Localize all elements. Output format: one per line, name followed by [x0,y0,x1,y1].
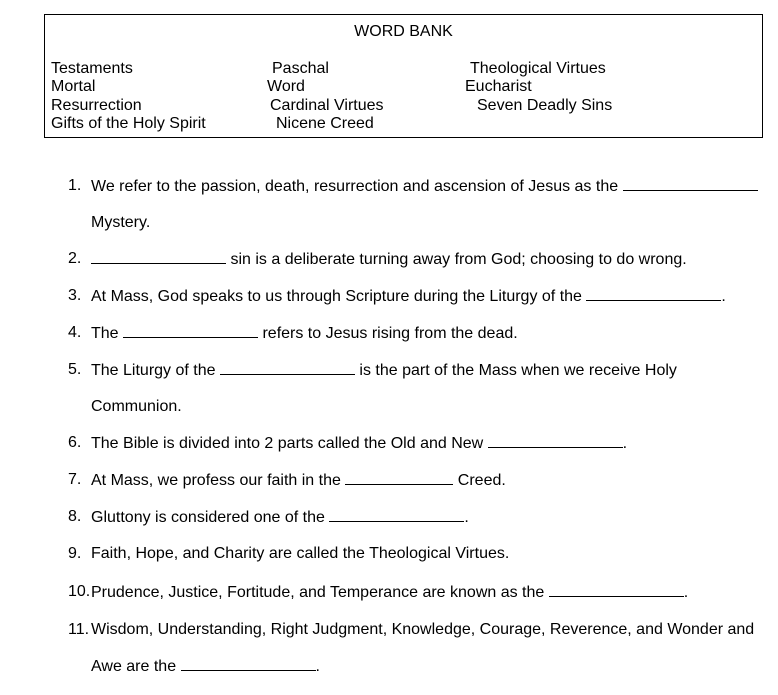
question-text: Wisdom, Understanding, Right Judgment, Knowledge, Courage, Reverence, and Wonder and [91,621,755,638]
question-text: We refer to the passion, death, resurrection and ascension of Jesus as the [91,175,758,198]
question-text: Prudence, Justice, Fortitude, and Temperance are known as the . [91,581,688,604]
question-text: At Mass, God speaks to us through Scripture during the Liturgy of the . [91,285,726,308]
question-number: 2. [68,250,82,267]
answer-blank[interactable] [220,359,355,375]
word-bank-item: Testaments [51,60,133,77]
answer-blank[interactable] [91,248,226,264]
answer-blank[interactable] [181,655,316,671]
word-bank-item: Theological Virtues [470,60,606,77]
answer-blank[interactable] [549,581,684,597]
question-number: 5. [68,361,82,378]
question-text-continued: Awe are the . [91,655,320,678]
question-text: Faith, Hope, and Charity are called the Theological Virtues. [91,545,510,562]
question-number: 4. [68,324,82,341]
word-bank-item: Nicene Creed [276,115,374,132]
question-number: 11. [68,621,90,638]
word-bank-item: Resurrection [51,97,142,114]
question-number: 7. [68,471,82,488]
question-number: 8. [68,508,82,525]
answer-blank[interactable] [329,506,464,522]
question-text: The Liturgy of the is the part of the Mass when we receive Holy [91,359,677,382]
question-number: 3. [68,287,82,304]
word-bank [44,14,763,138]
answer-blank[interactable] [488,432,623,448]
answer-blank[interactable] [586,285,721,301]
question-number: 9. [68,545,82,562]
answer-blank[interactable] [345,469,453,485]
question-text: At Mass, we profess our faith in the Creed. [91,469,506,492]
word-bank-item: Seven Deadly Sins [477,97,613,114]
question-text-continued: Communion. [91,398,182,415]
question-text: Gluttony is considered one of the . [91,506,469,529]
question-text: The refers to Jesus rising from the dead. [91,322,518,345]
word-bank-item: Gifts of the Holy Spirit [51,115,206,132]
question-text-continued: Mystery. [91,214,151,231]
word-bank-item: Eucharist [465,78,532,95]
word-bank-title: WORD BANK [354,23,453,40]
answer-blank[interactable] [623,175,758,191]
word-bank-item: Cardinal Virtues [270,97,384,114]
question-text: sin is a deliberate turning away from God; choosing to do wrong. [91,248,687,271]
answer-blank[interactable] [123,322,258,338]
word-bank-item: Mortal [51,78,96,95]
word-bank-item: Paschal [272,60,329,77]
question-number: 10. [68,583,91,600]
question-text: The Bible is divided into 2 parts called the Old and New . [91,432,627,455]
question-number: 1. [68,177,82,194]
word-bank-item: Word [267,78,305,95]
question-number: 6. [68,434,82,451]
